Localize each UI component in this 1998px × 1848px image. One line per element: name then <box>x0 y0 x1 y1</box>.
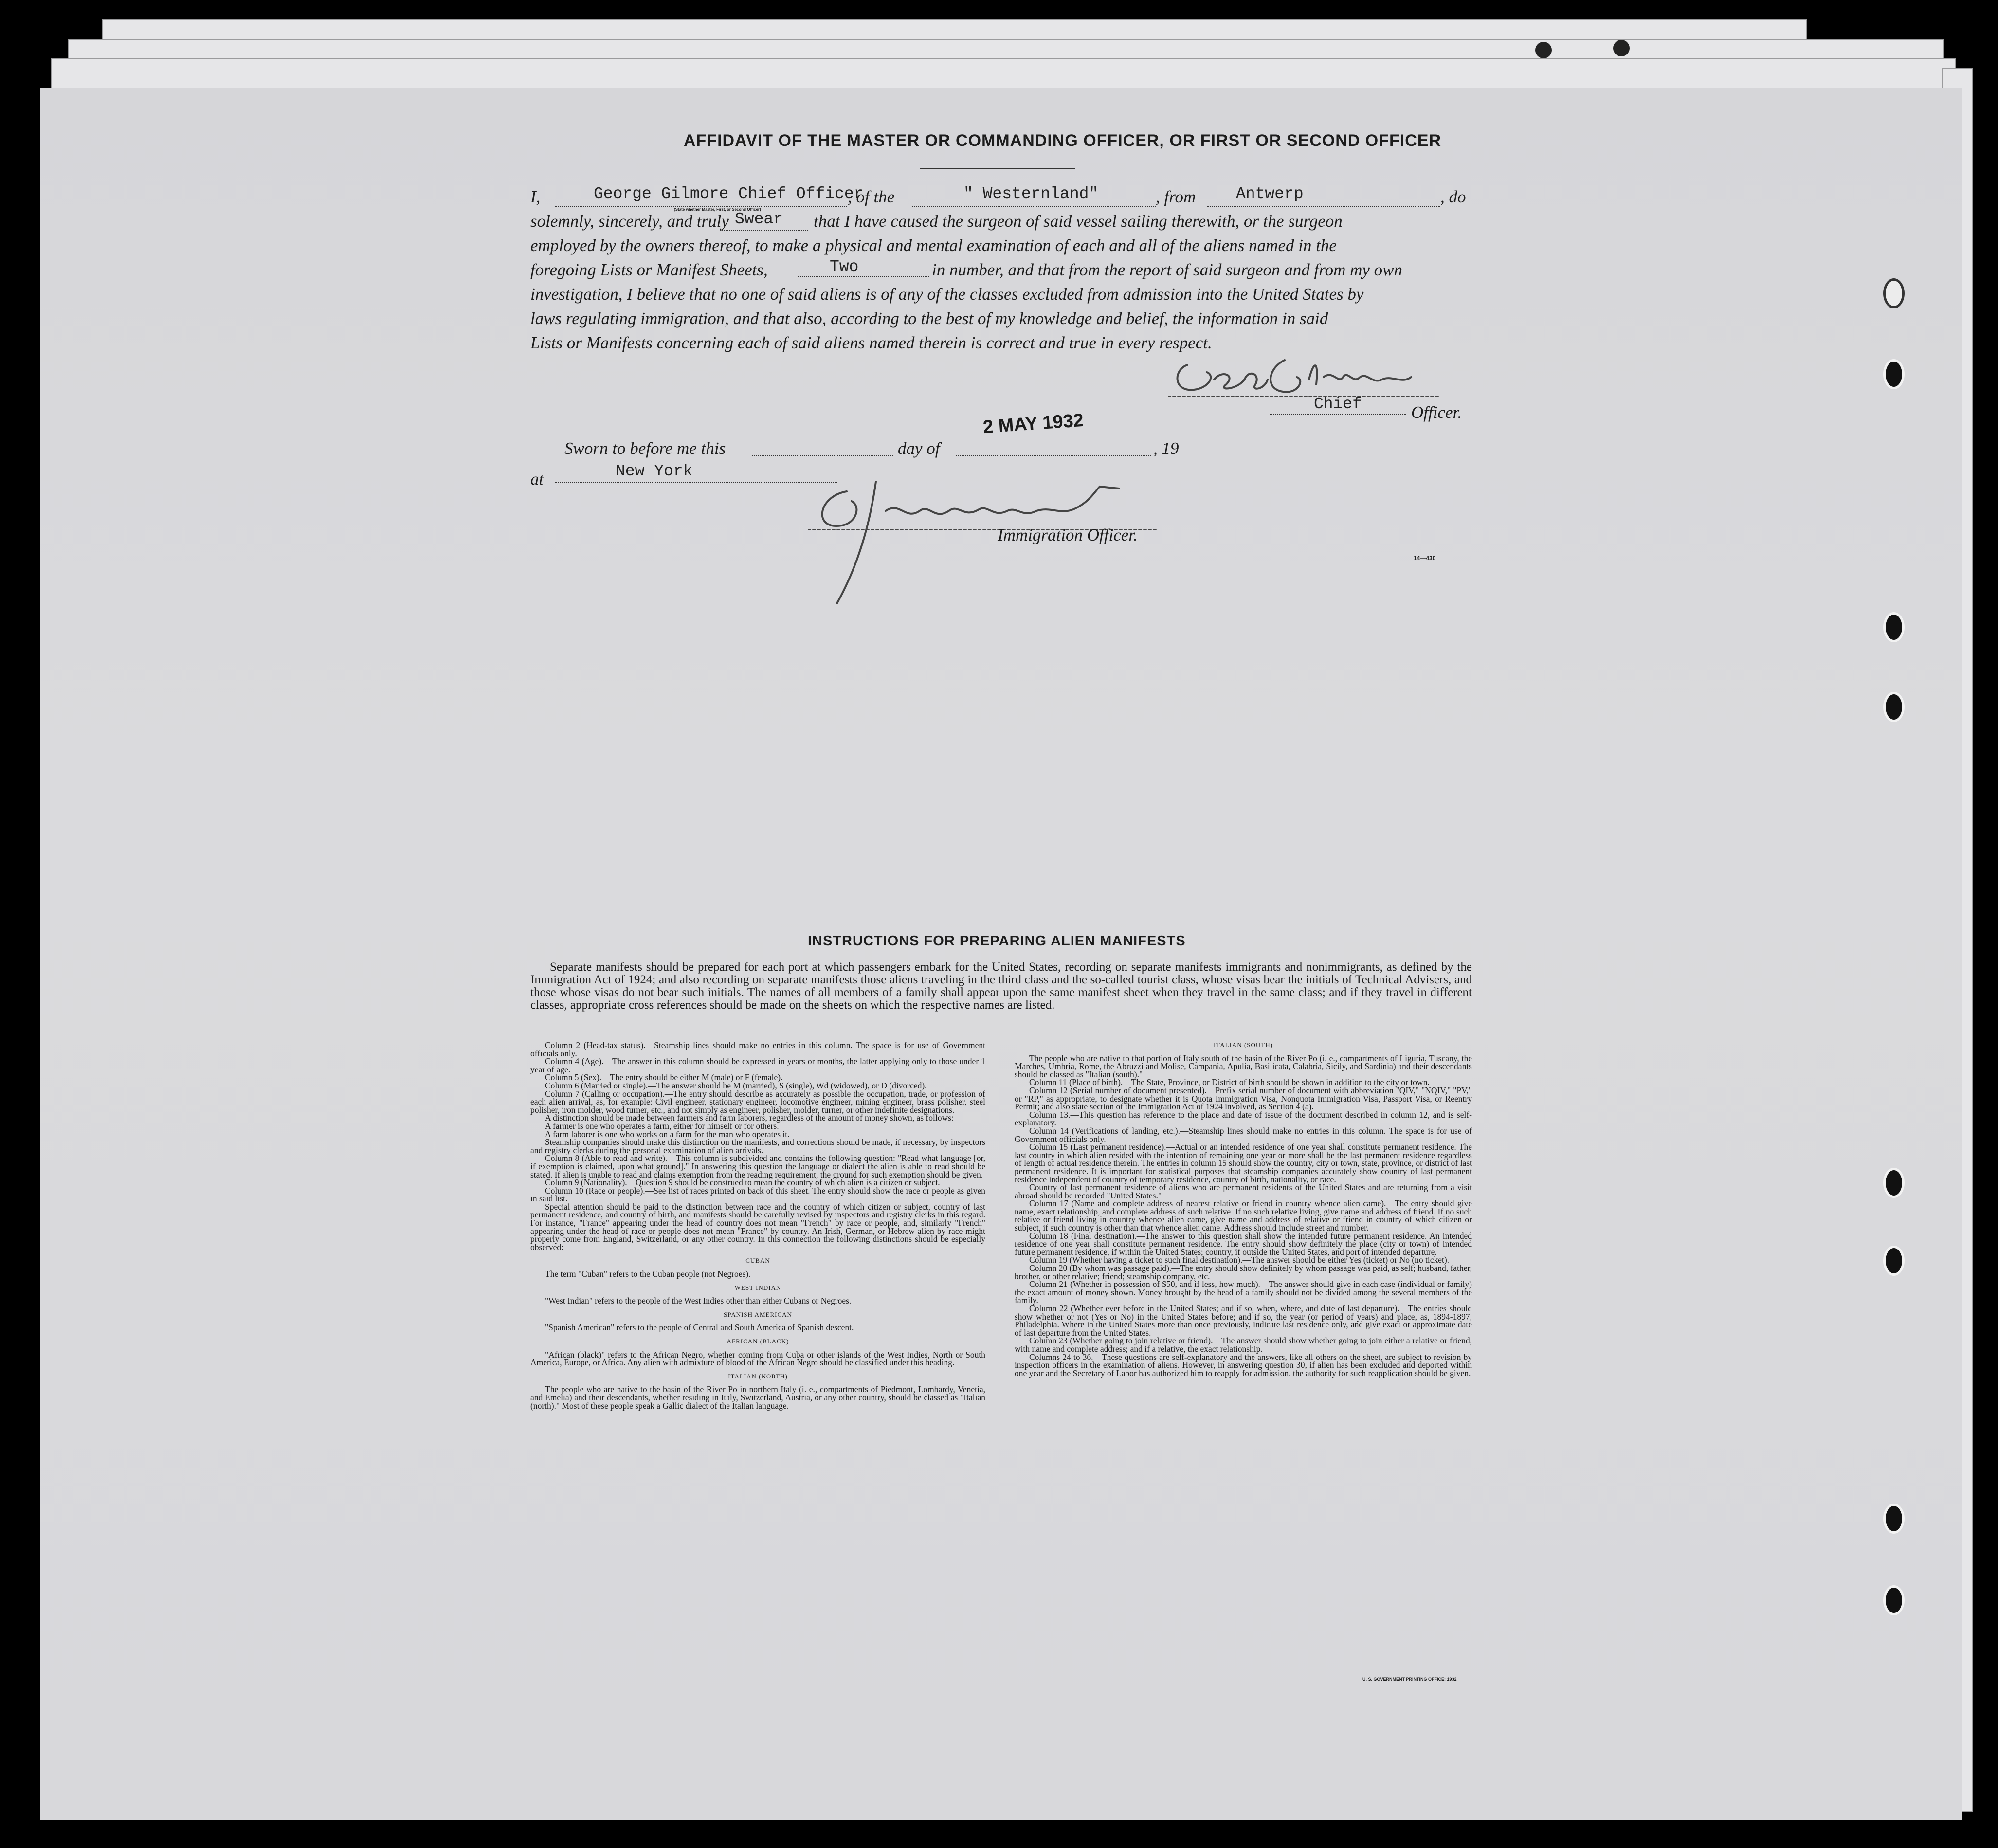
instruction-paragraph: Column 6 (Married or single).—The answer should be M (married), S (single), Wd (widowed), or D (divorced). <box>545 1080 927 1090</box>
rank-line <box>1270 414 1406 415</box>
instruction-paragraph: Column 5 (Sex).—The entry should be either M (male) or F (female). <box>545 1072 783 1083</box>
count-line <box>798 276 929 277</box>
instruction-paragraph: A farm laborer is one who works on a farm for the man who operates it. <box>545 1129 790 1139</box>
section-heading: ITALIAN (NORTH) <box>728 1372 788 1380</box>
section-heading: AFRICAN (BLACK) <box>727 1338 789 1345</box>
binder-pin <box>1535 42 1552 58</box>
instruction-paragraph: Column 9 (Nationality).—Question 9 should be construed to mean the country of which alien is a citizen or subject. <box>545 1178 940 1188</box>
officer-name: George Gilmore Chief Officer <box>594 185 864 203</box>
instruction-paragraph: The people who are native to that portion of Italy south of the basin of the River Po (i. e., compartments of Liguria, Tuscany, the Marches, Umbria, Rome, the Abruzzi and Molise, Campania, Apulia, Basilicata, Calabria, Sicily, and Sardinia) and their descendants should be classed as "Italian (south)." <box>1015 1053 1472 1079</box>
affidavit-i: I, <box>530 187 541 206</box>
year-prefix: , 19 <box>1153 439 1179 458</box>
punch-hole <box>1883 1504 1905 1534</box>
instructions-right-column <box>1015 1041 1472 1377</box>
instruction-paragraph: Steamship companies should make this distinction on the manifests, and corrections should be made, if necessary, by inspectors and registry clerks during the personal examination of alien arrivals. <box>530 1137 985 1155</box>
instruction-paragraph: A farmer is one who operates a farm, either for himself or for others. <box>545 1121 779 1131</box>
punch-hole <box>1883 692 1905 722</box>
instruction-paragraph: Column 20 (By whom was passage paid).—The entry should show definitely by whom passage was paid, as self; husband, father, brother, or other relative; friend; steamship company, etc. <box>1015 1263 1472 1281</box>
officer-label: Officer. <box>1411 403 1462 422</box>
section-heading: CUBAN <box>745 1257 770 1265</box>
instruction-paragraph: Column 2 (Head-tax status).—Steamship lines should make no entries in this column. The space is for use of Government officials only. <box>530 1040 985 1058</box>
section-heading: ITALIAN (SOUTH) <box>1214 1041 1273 1049</box>
instruction-paragraph: Country of last permanent residence of aliens who are permanent residents of the United States and are returning from a visit abroad should be recorded "United States." <box>1015 1182 1472 1200</box>
instruction-paragraph: Column 8 (Able to read and write).—This column is subdivided and contains the following question: "Read what language [or, if exemption is claimed, upon what ground]." In answering this question the language or dialect the alien is able to read should be stated. If alien is unable to read and claims exemption from the reading requirement, the ground for such exemption should be given. <box>530 1153 985 1179</box>
at-label: at <box>530 470 544 489</box>
affidavit-line-2a: solemnly, sincerely, and truly <box>530 212 729 231</box>
instructions-left-column <box>530 1041 985 1410</box>
instruction-paragraph: The people who are native to the basin of the River Po in northern Italy (i. e., compartments of Piedmont, Lombardy, Venetia, and Emelia) and their descendants, whether residing in Italy, Switzerland, Austria, or any other country, should be classed as "Italian (north)." Most of these people speak a Gallic dialect of the Italian language. <box>530 1384 985 1411</box>
punch-hole <box>1883 1585 1905 1615</box>
affidavit-line-2b: that I have caused the surgeon of said vessel sailing therewith, or the surgeon <box>814 212 1343 231</box>
instruction-paragraph: Column 7 (Calling or occupation).—The entry should describe as accurately as possible the occupation, trade, or profession of each alien arrival, as, for example: Civil engineer, stationary engineer, locomotive engineer, mining engineer, brass polisher, steel polisher, iron molder, wood turner, etc., and not simply as engineer, polisher, molder, turner, or other indefinite designations. <box>530 1088 985 1115</box>
punch-hole <box>1883 1168 1905 1198</box>
instruction-paragraph: Column 22 (Whether ever before in the United States; and if so, when, where, and date of last departure).—The entries should show whether or not (Yes or No) in the United States before; and if so, the year (or period of years) and place, as, 1894-1897, Philadelphia. Where in the United States more than once previously, indicate last residence only, and give exact or approximate date of last departure from the United States. <box>1015 1304 1472 1338</box>
day-of-label: day of <box>898 439 940 458</box>
sworn-place: New York <box>616 462 693 480</box>
affidavit-line-4b: in number, and that from the report of said surgeon and from my own <box>932 260 1403 279</box>
of-the-label: , of the <box>848 187 895 206</box>
instruction-paragraph: A distinction should be made between farmers and farm laborers, regardless of the amount of money shown, as follows: <box>545 1113 954 1123</box>
departure-port: Antwerp <box>1236 185 1304 203</box>
instruction-paragraph: Columns 24 to 36.—These questions are self-explanatory and the answers, like all others on the sheet, are subject to revision by inspection officers in the examination of aliens. However, in answering question 30, if alien has been excluded and deported within one year and the Secretary of Labor has authorized him to reapply for admission, the authority for such reapplication should be given. <box>1015 1352 1472 1378</box>
form-number: 14—430 <box>1414 555 1436 562</box>
vessel-line <box>912 206 1156 207</box>
instruction-paragraph: Column 15 (Last permanent residence).—Actual or an intended residence of one year shall constitute permanent residence. The last country in which alien resided with the intention of remaining one year or more shall be the last permanent residence regardless of length of actual residence therein. The entries in column 15 should show the country, city or town, state, province, or district of last permanent residence. It is important for statistical purposes that steamship companies accurately show country of last permanent residence independent of country of temporary residence, country of birth, nationality, or race. <box>1015 1142 1472 1184</box>
instruction-paragraph: Column 13.—This question has reference to the place and date of issue of the document described in column 12, and is self-explanatory. <box>1015 1109 1472 1128</box>
date-stamp: 2 MAY 1932 <box>982 410 1085 438</box>
port-line <box>1207 206 1440 207</box>
title-rule <box>920 168 1075 169</box>
printer-imprint: U. S. GOVERNMENT PRINTING OFFICE: 1932 <box>1362 1677 1457 1682</box>
instructions-intro: Separate manifests should be prepared for each port at which passengers embark for the United States, recording on separate manifests immigrants and nonimmigrants, as defined by the Immigration Act of 1924; and also recording on separate manifests those aliens traveling in the third class and the so-called tourist class, whose visas bear the initials of Technical Advisers, and those whose visas do not bear such initials. The names of all members of a family shall appear upon the same manifest sheet when they travel in the same class; and if they travel in different classes, appropriate cross references should be made on the sheets on which the respective names are listed. <box>530 960 1472 1012</box>
instruction-paragraph: Column 21 (Whether in possession of $50, and if less, how much).—The answer should give in each case (individual or family) the exact amount of money shown. Money brought by the head of a family should not be divided among the several members of the family. <box>1015 1279 1472 1305</box>
affidavit-line-4a: foregoing Lists or Manifest Sheets, <box>530 260 768 279</box>
month-line <box>956 455 1151 456</box>
instruction-paragraph: Column 12 (Serial number of document presented).—Prefix serial number of document with abbreviation "QIV," "NQIV," "PV," or "RP," as appropriate, to designate whether it is Quota Immigration Visa, Nonquota Immigration Visa, Passport Visa, or Reentry Permit; and also state section of the Immigration Act of 1924 involved, as Section 4 (a). <box>1015 1085 1472 1112</box>
affidavit-line-3: employed by the owners thereof, to make a physical and mental examination of each and all of the aliens named in the <box>530 236 1337 255</box>
oath-word: Swear <box>735 210 783 228</box>
instruction-paragraph: "West Indian" refers to the people of the West Indies other than either Cubans or Negroes. <box>545 1296 852 1306</box>
instruction-paragraph: "African (black)" refers to the African Negro, whether coming from Cuba or other islands of the West Indies, North or South America, Europe, or Africa. Any alien with admixture of blood of the African Negro should be classified under this heading. <box>530 1349 985 1368</box>
punch-hole <box>1883 278 1905 308</box>
vessel-name: " Westernland" <box>963 185 1099 203</box>
instruction-paragraph: "Spanish American" refers to the people of Central and South America of Spanish descent. <box>545 1323 854 1333</box>
instruction-paragraph: The term "Cuban" refers to the Cuban people (not Negroes). <box>545 1269 751 1279</box>
instruction-paragraph: Column 4 (Age).—The answer in this column should be expressed in years or months, the latter applying only to those under 1 year of age. <box>530 1056 985 1074</box>
instruction-paragraph: Column 19 (Whether having a ticket to such final destination).—The answer should be either Yes (ticket) or No (no ticket). <box>1029 1255 1450 1265</box>
name-line <box>555 206 847 207</box>
instruction-paragraph: Column 18 (Final destination).—The answer to this question shall show the intended future permanent residence. An intended residence of one year shall constitute permanent residence. The entry should show definitely the place (city or town) of intended future permanent residence, if within the United States; country, if outside the United States, and port of intended departure. <box>1015 1231 1472 1257</box>
instructions-title: INSTRUCTIONS FOR PREPARING ALIEN MANIFESTS <box>808 933 1186 949</box>
affidavit-line-7: Lists or Manifests concerning each of said aliens named therein is correct and true in every respect. <box>530 333 1212 352</box>
officer-signature <box>1168 350 1440 399</box>
sworn-label: Sworn to before me this <box>564 439 726 458</box>
binder-pin <box>1613 40 1630 56</box>
affidavit-line-5: investigation, I believe that no one of said aliens is of any of the classes excluded from admission into the United States by <box>530 285 1364 304</box>
do-label: , do <box>1440 187 1466 206</box>
from-label: , from <box>1156 187 1196 206</box>
instruction-paragraph: Column 17 (Name and complete address of nearest relative or friend in country whence alien came).—The entry should give name, exact relationship, and complete address of such relative. If no such relative living, give name and address of friend. If no such relative or friend living in country whence alien came, give name and address of relative or friend in country of which citizen or subject, if such country is other than that whence alien came. Address should include street and number. <box>1015 1198 1472 1233</box>
instruction-paragraph: Column 10 (Race or people).—See list of races printed on back of this sheet. The entry should show the race or people as given in said list. <box>530 1185 985 1204</box>
rank-note: (State whether Master, First, or Second Officer) <box>674 207 761 212</box>
instruction-paragraph: Column 23 (Whether going to join relative or friend).—The answer should show whether going to join either a relative or friend, with name and complete address; and if a relative, the exact relationship. <box>1015 1336 1472 1354</box>
affidavit-line-6: laws regulating immigration, and that also, according to the best of my knowledge and belief, the information in said <box>530 309 1328 328</box>
punch-hole <box>1883 612 1905 642</box>
punch-hole <box>1883 359 1905 389</box>
instruction-paragraph: Special attention should be paid to the distinction between race and the country of which citizen or subject, country of last permanent residence, and country of birth, and manifests should be carefully revised by inspectors and registry clerks in this regard. For instance, "France" appearing under the head of country does not mean "French" by race or people, and, similarly "French" appearing under the head of race or people does not mean "France" by country. An Irish, German, or Hebrew alien by race might properly come from England, Switzerland, or any other country. In this connection the following distinctions should be especially observed: <box>530 1201 985 1252</box>
immigration-officer-label: Immigration Officer. <box>998 525 1138 544</box>
officer-rank: Chief <box>1314 395 1362 413</box>
oath-line <box>720 230 808 231</box>
punch-hole <box>1883 1246 1905 1276</box>
section-heading: WEST INDIAN <box>734 1284 781 1291</box>
instruction-paragraph: Column 14 (Verifications of landing, etc.).—Steamship lines should make no entries in this column. The space is for use of Government officials only. <box>1015 1125 1472 1144</box>
place-line <box>555 482 837 483</box>
affidavit-title: AFFIDAVIT OF THE MASTER OR COMMANDING OFFICER, OR FIRST OR SECOND OFFICER <box>684 131 1441 150</box>
section-heading: SPANISH AMERICAN <box>724 1310 792 1318</box>
sworn-day-line <box>752 455 893 456</box>
sheet-count: Two <box>830 258 859 276</box>
instruction-paragraph: Column 11 (Place of birth).—The State, Province, or District of birth should be shown in addition to the city or town. <box>1029 1077 1430 1087</box>
